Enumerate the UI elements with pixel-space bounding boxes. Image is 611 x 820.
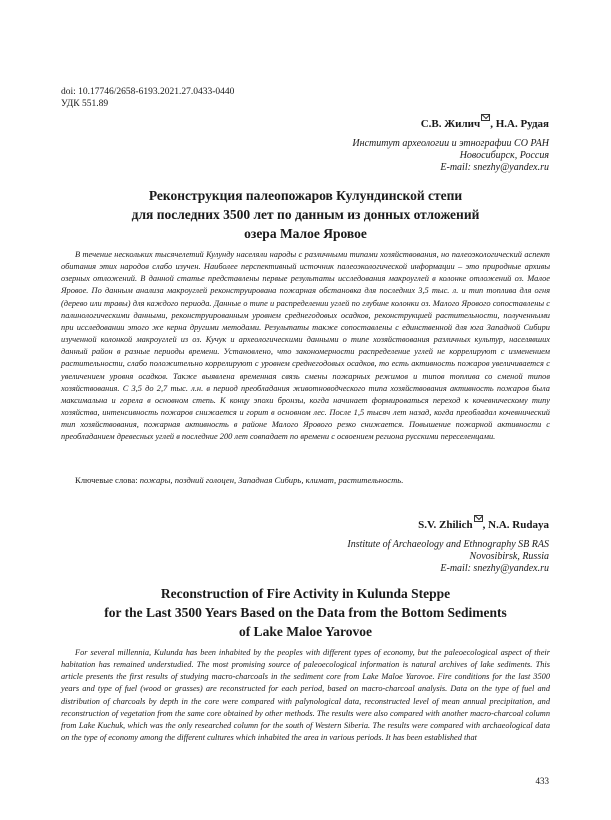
ru-title-line: для последних 3500 лет по данным из донных отложений <box>131 207 480 222</box>
ru-title-line: озера Малое Яровое <box>244 226 367 241</box>
en-title-line: for the Last 3500 Years Based on the Data from the Bottom Sediments <box>104 605 507 620</box>
ru-affiliation-city: Новосибирск, Россия <box>459 150 549 161</box>
ru-author-block <box>352 114 549 174</box>
ru-abstract: В течение нескольких тысячелетий Кулунду населяли народы с различными типами хозяйствования, но палеоэкологический аспект обитания этих народов слабо изучен. Наиболее перспективный источник палеоэкологической информации – это природные архивы озерных отложений. В данной статье представлены первые результаты исследования макроуглей в колонке отложений оз. Малое Яровое. По данным анализа макроуглей реконструирована пожарная обстановка для последних 3,5 тыс. л. и тип топлива для огня (дерево или травы) для каждого периода. Данные о типе и распределении углей по глубине колонки оз. Малого Ярового сопоставлены с палинологическими данными, реконструированным уровнем среднегодовых осадков, реконструкцией растительности, полученными при исследовании этого же керна другими методами. Результаты также сопоставлены с единственной для юга Западной Сибири изученной колонкой макроуглей из оз. Кучук и археологическими данными о типе хозяйствования различных культур, населявших данный район в разные периоды времени. Установлено, что закономерности распределение углей не коррелируют с изменением растительности, слабо положительно коррелируют с уровнем среднегодовых осадков, то есть активность пожаров увеличивается с увеличением уровня осадков. Также выявлена временная связь смены пожарных режимов и типов топлива со сменой типов хозяйствования. С 3,5 до 2,7 тыс. л.н. в период преобладания животноводческого типа хозяйствования активность пожаров была максимальна и горела в основном степь. К концу эпохи бронзы, когда начинает формироваться переход к кочевническому типу хозяйства, интенсивность пожаров снижается и горит в основном лес. После 1,5 тысяч лет назад, когда преобладал кочевнический тип хозяйствования, пожарная активность в районе Малого Ярового резко снижается. Повышение пожарной активности с преобладанием древесных углей в последние 200 лет совпадает по времени с освоением региона русскими переселенцами. <box>61 250 550 442</box>
en-affiliation-institute: Institute of Archaeology and Ethnography SB RAS <box>347 539 549 550</box>
doi-line: doi: 10.17746/2658-6193.2021.27.0433-0440 <box>61 87 235 97</box>
ru-author-1: С.В. Жилич <box>420 118 481 130</box>
ru-title-line: Реконструкция палеопожаров Кулундинской степи <box>148 188 463 203</box>
en-abstract: For several millennia, Kulunda has been inhabited by the peoples with different types of economy, but the paleoecological aspect of their habitation has remained understudied. The most promising source of paleoecological information is natural archives of lake sediments. This article presents the first results of studying macro-charcoals in the sediment core from Lake Maloe Yarovoe. Fire conditions for the last 3500 years and type of fuel (wood or grasses) are reconstructed for each period, based on macro-charcoal analysis. Data on the type of fuel and distribution of charcoals by depth in the core were compared with palynological data, reconstructed level of mean annual precipitation, and reconstruction of vegetation from the same core obtained by other methods. The results were also compared with another macro-charcoal column from Lake Kuchuk, which was the only researched column for the south of Western Siberia. The results were compared with archaeological data on the type of economy among the different cultures which inhabited the area in various periods. It has been established that <box>61 648 550 743</box>
en-title-line: of Lake Maloe Yarovoe <box>238 624 373 639</box>
ru-keywords-values: пожары, поздний голоцен, Западная Сибирь, климат, растительность. <box>139 475 404 485</box>
en-affiliation-city: Novosibirsk, Russia <box>469 551 549 562</box>
mail-icon <box>474 515 483 522</box>
en-author-1: S.V. Zhilich <box>418 519 473 531</box>
udk-line: УДК 551.89 <box>61 99 109 109</box>
ru-keywords <box>61 474 550 486</box>
ru-title <box>61 186 550 243</box>
ru-affiliation-email: E-mail: snezhy@yandex.ru <box>440 162 549 173</box>
en-author-2: , N.A. Rudaya <box>482 519 549 531</box>
ru-authors <box>352 114 549 131</box>
ru-affiliation-institute: Институт археологии и этнографии СО РАН <box>352 138 549 149</box>
en-authors <box>347 515 549 532</box>
ru-author-2: , Н.А. Рудая <box>490 118 549 130</box>
ru-keywords-label: Ключевые слова: <box>75 475 140 485</box>
en-affiliation-email: E-mail: snezhy@yandex.ru <box>440 563 549 574</box>
page-number: 433 <box>535 776 549 786</box>
article-meta <box>61 86 234 110</box>
en-author-block <box>347 515 549 575</box>
en-title <box>61 584 550 641</box>
en-title-line: Reconstruction of Fire Activity in Kulunda Steppe <box>160 586 451 601</box>
mail-icon <box>481 114 490 121</box>
